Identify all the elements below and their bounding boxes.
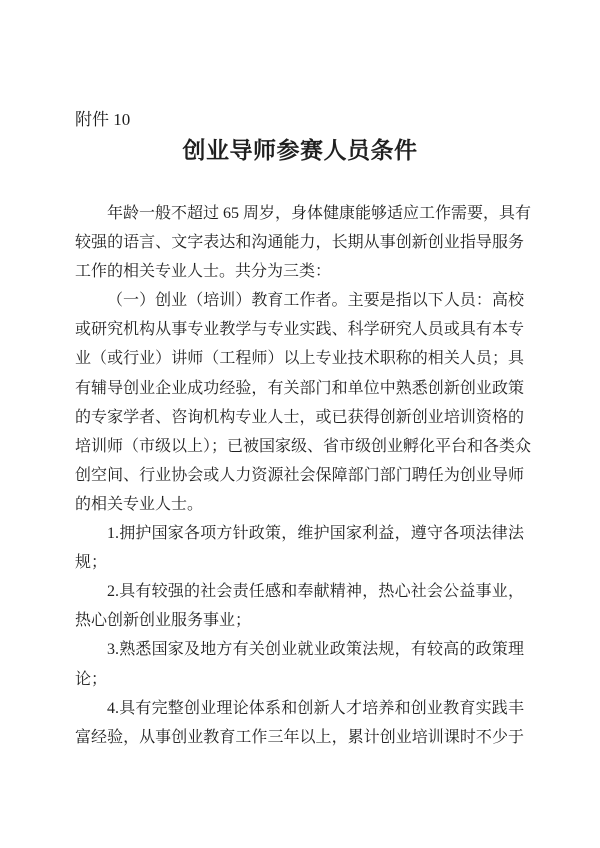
text-line: 1.拥护国家各项方针政策，维护国家利益，遵守各项法律法: [107, 525, 524, 543]
document-body: [75, 199, 532, 752]
text-line: 创空间、行业协会或人力资源社会保障部门部门聘任为创业导师: [75, 466, 524, 484]
paragraph: [75, 199, 532, 286]
attachment-label: 附件 10: [75, 110, 131, 129]
text-line: 工作的相关专业人士。共分为三类：: [75, 263, 332, 281]
text-line: 较强的语言、文字表达和沟通能力，长期从事创新创业指导服务: [75, 234, 524, 252]
text-line: 4.具有完整创业理论体系和创新人才培养和创业教育实践丰: [107, 699, 524, 717]
text-line: 富经验，从事创业教育工作三年以上，累计创业培训课时不少于: [75, 728, 524, 746]
paragraph: [75, 286, 532, 519]
text-line: 论；: [75, 670, 108, 688]
paragraph: [75, 577, 524, 635]
page-title: 创业导师参赛人员条件: [182, 138, 418, 163]
text-line: 年龄一般不超过 65 周岁，身体健康能够适应工作需要，具有: [107, 205, 532, 222]
text-line: 培训师（市级以上）；已被国家级、省市级创业孵化平台和各类众: [75, 437, 532, 455]
text-line: 规；: [75, 554, 108, 572]
paragraph: [75, 635, 524, 693]
text-line: 热心创新创业服务事业；: [75, 612, 252, 630]
text-line: 业（或行业）讲师（工程师）以上专业技术职称的相关人员；具: [75, 350, 524, 368]
text-line: 3.熟悉国家及地方有关创业就业政策法规，有较高的政策理: [107, 641, 524, 659]
text-line: 有辅导创业企业成功经验，有关部门和单位中熟悉创新创业政策: [75, 379, 524, 397]
paragraph: [75, 694, 524, 752]
text-line: 的相关专业人士。: [75, 495, 204, 513]
text-line: 或研究机构从事专业教学与专业实践、科学研究人员或具有本专: [75, 321, 524, 339]
text-line: （一）创业（培训）教育工作者。主要是指以下人员：高校: [107, 292, 524, 310]
paragraph: [75, 519, 524, 577]
text-line: 2.具有较强的社会责任感和奉献精神，热心社会公益事业，: [107, 583, 524, 601]
text-line: 的专家学者、咨询机构专业人士，或已获得创新创业培训资格的: [75, 408, 524, 426]
